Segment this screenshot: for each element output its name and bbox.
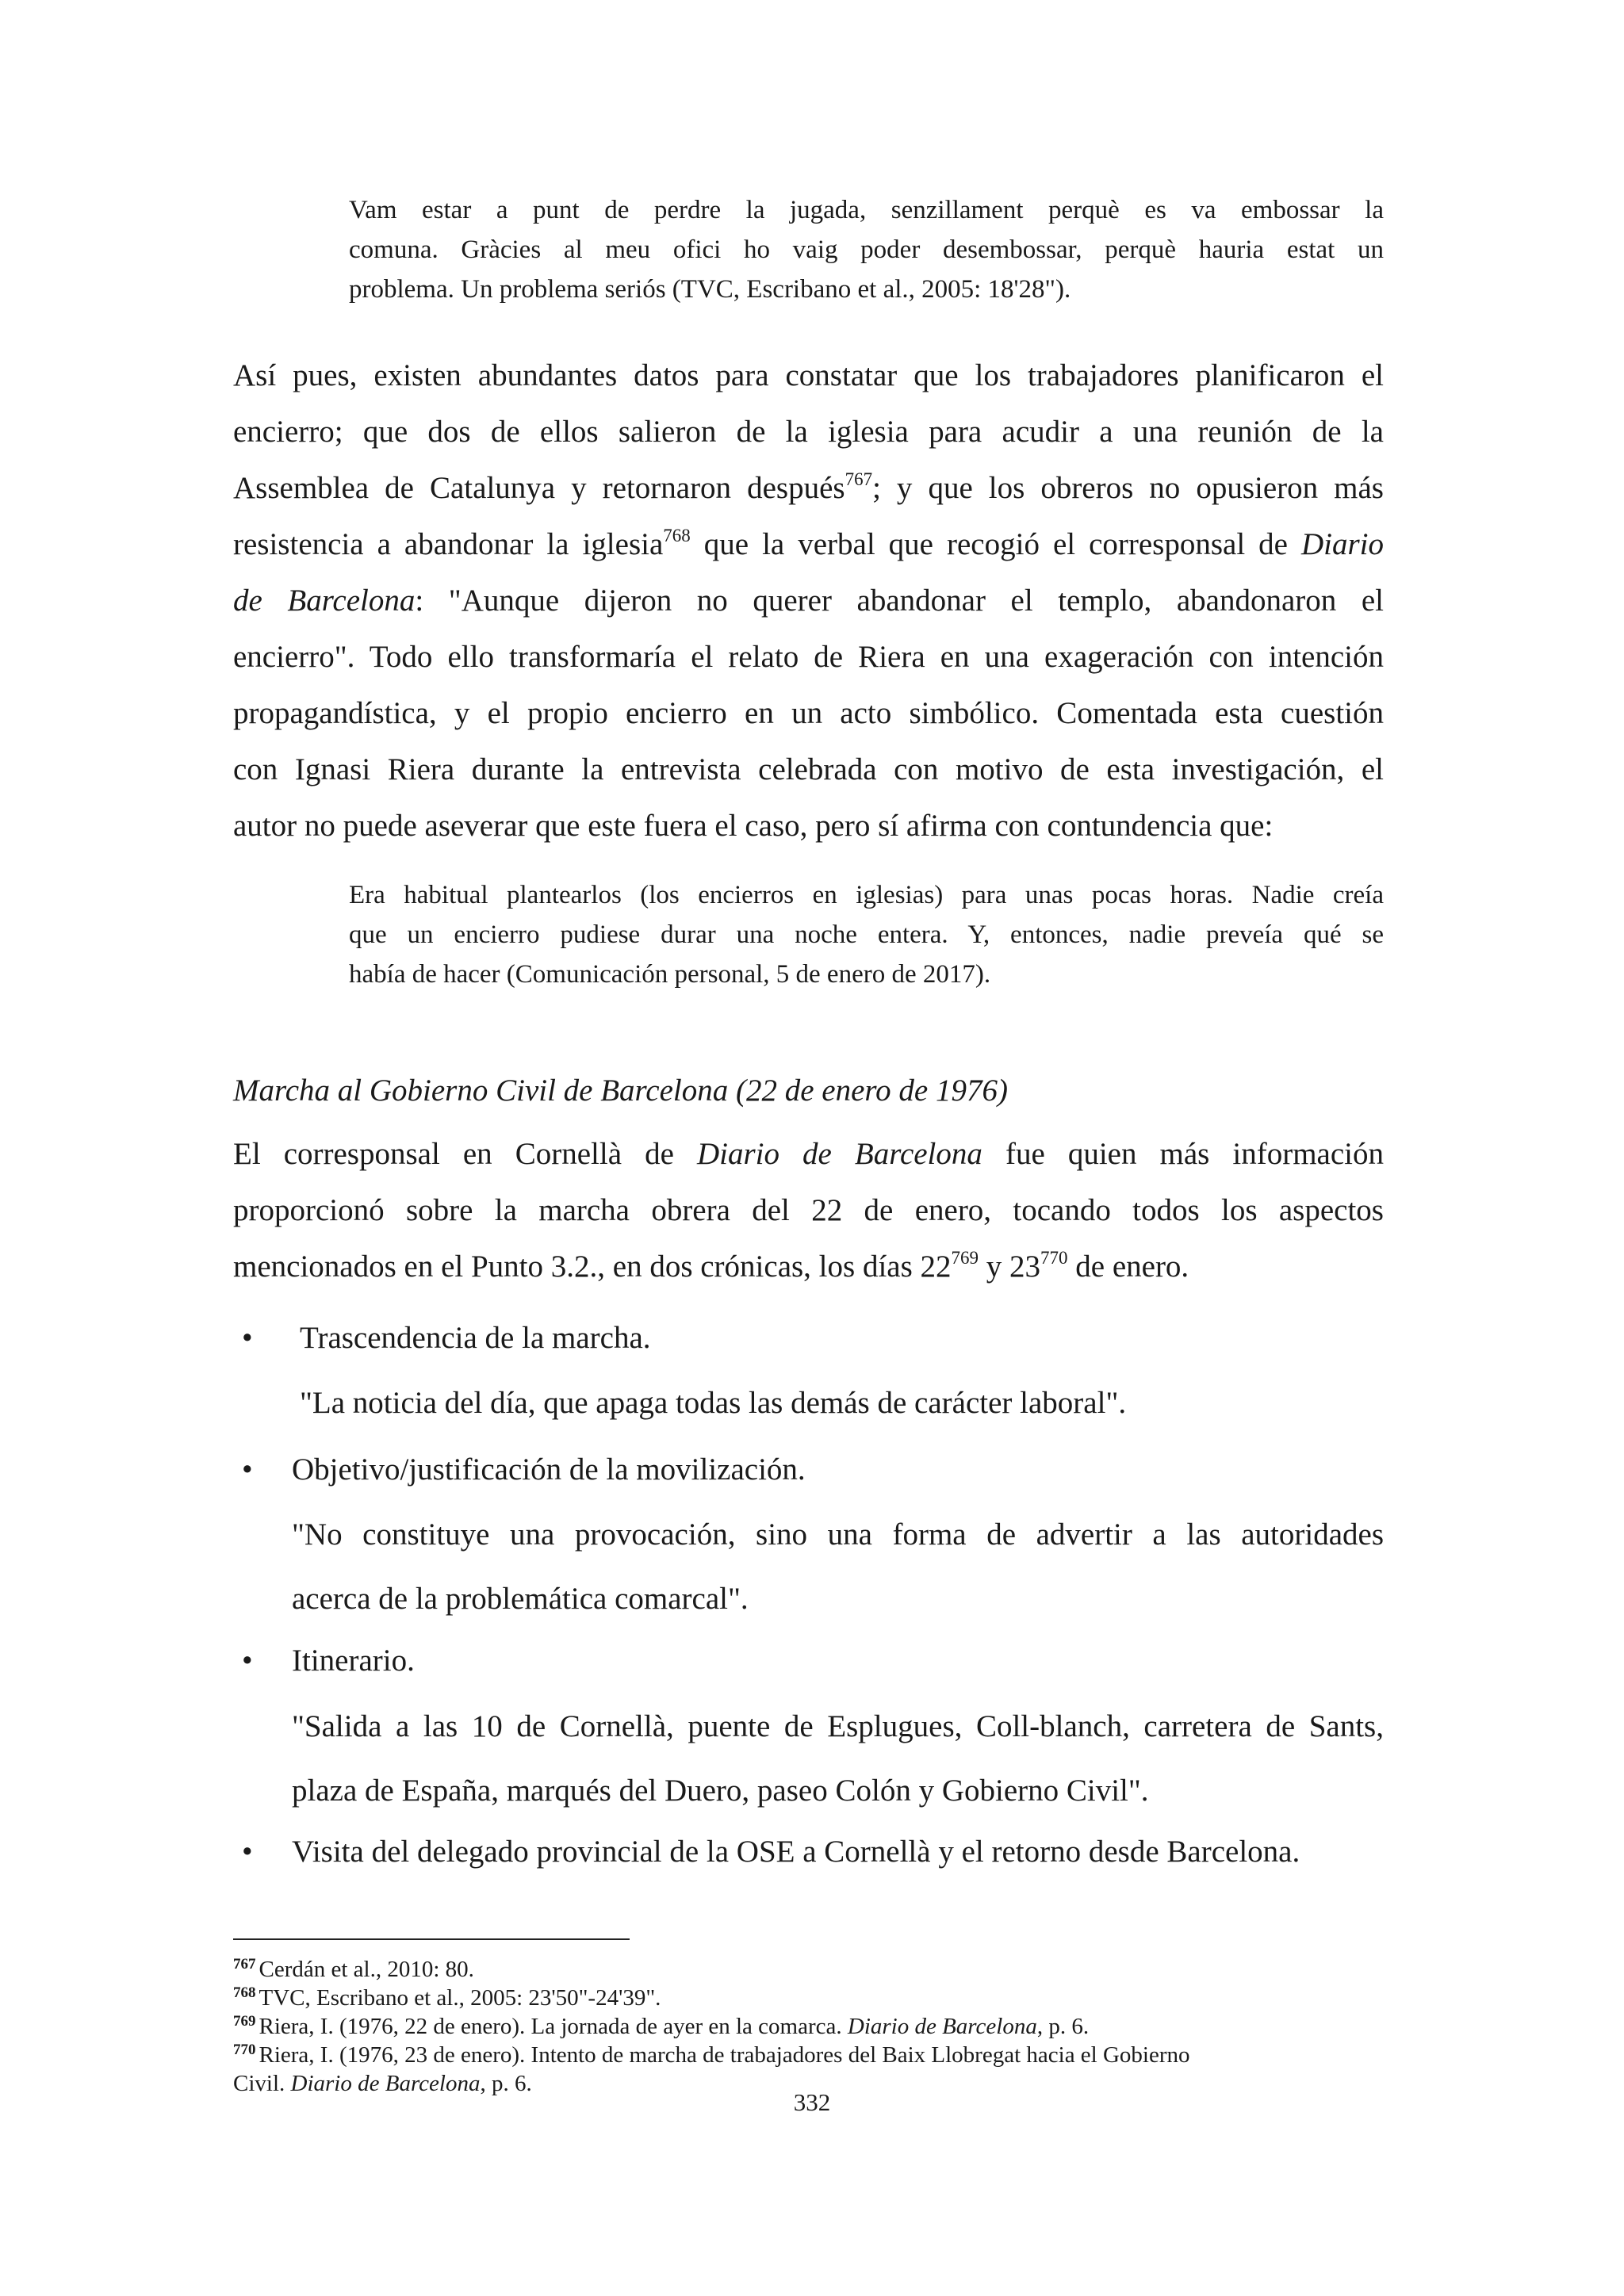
quote1-line-1: Vam estar a punt de perdre la jugada, senzillament perquè es va embossar la: [349, 196, 1384, 224]
para2-line-3: mencionados en el Punto 3.2., en dos crónicas, los días $22^{769}$ y $23^{770}$ de enero.: [233, 1248, 1189, 1284]
footnote-768: [233, 1984, 1384, 2012]
bullet-dot-1: •: [242, 1321, 253, 1355]
footnote-768-text: TVC, Escribano et al., 2005: 23'50"-24'39".: [259, 1985, 661, 2011]
footnote-769: $^{769}$ Riera, I. (1976, 22 de enero). La jornada de ayer en la comarca. Diario de Barcelona, p. 6.: [233, 2013, 1090, 2039]
para1-line-7: propagandística, y el propio encierro en un acto simbólico. Comentada esta cuestión: [233, 696, 1384, 730]
para2-line-2: proporcionó sobre la marcha obrera del 22 de enero, tocando todos los aspectos: [233, 1193, 1384, 1227]
footnote-separator: [233, 1938, 630, 1940]
bullet-2-quote: [292, 1502, 1384, 1631]
para1-line-9: autor no puede aseverar que este fuera el caso, pero sí afirma con contundencia que:: [233, 809, 1274, 843]
bullet-1-title: Trascendencia de la marcha.: [300, 1321, 651, 1355]
footnote-767-number: 767: [233, 1956, 256, 1973]
footnote-768-number: 768: [233, 1984, 256, 2001]
bullet-4-title: Visita del delegado provincial de la OSE a Cornellà y el retorno desde Barcelona.: [292, 1835, 1300, 1869]
bullet-3-quote: [292, 1694, 1384, 1823]
footnote-ref-768[interactable]: 768: [663, 526, 691, 545]
block-quote-1: [349, 190, 1384, 309]
footnote-770-number: 770: [233, 2042, 256, 2058]
bullet-3-title: Itinerario.: [292, 1644, 415, 1678]
footnote-767: [233, 1955, 1384, 1984]
bullet-2-quote-line-2: acerca de la problemática comarcal".: [292, 1582, 749, 1616]
para1-line-4: resistencia a abandonar la iglesia$^{768}$ que la verbal que recogió el corresponsal de Diario: [233, 526, 1385, 561]
para2-line-1: El corresponsal en Cornellà de Diario de Barcelona fue quien más información: [233, 1137, 1384, 1171]
section-heading: Marcha al Gobierno Civil de Barcelona (22 de enero de 1976): [233, 1073, 1008, 1108]
block-quote-2: [349, 875, 1384, 994]
para1-line-6: encierro". Todo ello transformaría el relato de Riera en una exageración con intención: [233, 640, 1384, 674]
quote1-line-3: problema. Un problema seriós (TVC, Escribano et al., 2005: 18'28").: [349, 275, 1071, 304]
bullet-dot-3: •: [242, 1644, 253, 1678]
quote1-line-2: comuna. Gràcies al meu ofici ho vaig poder desembossar, perquè hauria estat un: [349, 235, 1384, 264]
bullet-2-quote-line-1: "No constituye una provocación, sino una forma de advertir a las autoridades: [292, 1517, 1384, 1552]
para1-line-3: Assemblea de Catalunya y retornaron después$^{767}$; y que los obreros no opusieron más: [233, 469, 1384, 505]
para1-line-1: Así pues, existen abundantes datos para constatar que los trabajadores planificaron el: [233, 358, 1384, 392]
footnote-769-number: 769: [233, 2013, 256, 2030]
para1-line-8: con Ignasi Riera durante la entrevista celebrada con motivo de esta investigación, el: [233, 752, 1384, 786]
footnote-767-text: Cerdán et al., 2010: 80.: [259, 1957, 474, 1982]
para1-line-5: de Barcelona: "Aunque dijeron no querer abandonar el templo, abandonaron el: [233, 584, 1384, 618]
bullet-3-quote-line-2: plaza de España, marqués del Duero, paseo Colón y Gobierno Civil".: [292, 1774, 1149, 1808]
quote2-line-1: Era habitual plantearlos (los encierros en iglesias) para unas pocas horas. Nadie creía: [349, 881, 1384, 909]
page-number: 332: [793, 2088, 831, 2116]
footnote-ref-770[interactable]: 770: [1040, 1248, 1068, 1268]
bullet-dot-4: •: [242, 1835, 253, 1869]
footnote-ref-767[interactable]: 767: [845, 469, 873, 489]
footnote-ref-769[interactable]: 769: [951, 1248, 979, 1268]
bullet-dot-2: •: [242, 1452, 253, 1487]
paragraph-1: [233, 347, 1384, 854]
para1-line-2: encierro; que dos de ellos salieron de la iglesia para acudir a una reunión de la: [233, 415, 1384, 449]
bullet-3-quote-line-1: "Salida a las 10 de Cornellà, puente de Esplugues, Coll-blanch, carretera de Sants,: [292, 1709, 1384, 1743]
quote2-line-3: había de hacer (Comunicación personal, 5 de enero de 2017).: [349, 960, 991, 989]
paragraph-2: [233, 1126, 1384, 1295]
footnote-770: $^{770}$ Riera, I. (1976, 23 de enero). Intento de marcha de trabajadores del Baix Llobregat hacia el Gobierno Civil. Diario de Barcelona, p. 6.: [233, 2042, 1190, 2096]
bullet-2-title: Objetivo/justificación de la movilización.: [292, 1452, 806, 1487]
quote2-line-2: que un encierro pudiese durar una noche entera. Y, entonces, nadie preveía qué se: [349, 920, 1384, 949]
bullet-1-quote: "La noticia del día, que apaga todas las demás de carácter laboral".: [300, 1386, 1127, 1420]
